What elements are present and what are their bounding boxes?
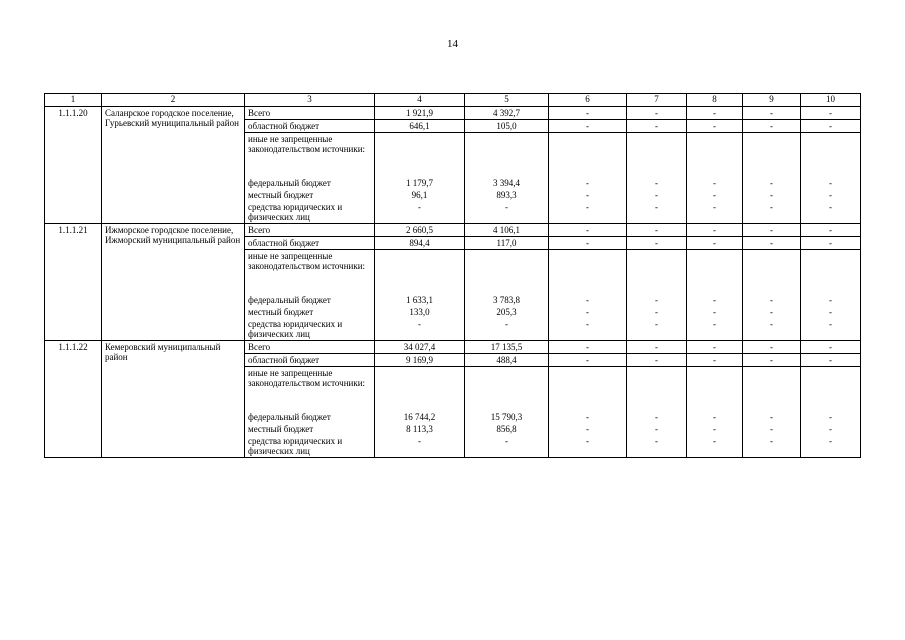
value-cell: [627, 250, 687, 295]
funding-source: иные не запрещенные законодательством источники:: [245, 250, 375, 295]
funding-source: Всего: [245, 341, 375, 354]
value-cell: -: [549, 341, 627, 354]
value-cell: -: [627, 201, 687, 224]
value-cell: 15 790,3: [465, 411, 549, 423]
value-cell: -: [549, 120, 627, 133]
value-cell: [465, 250, 549, 295]
value-cell: -: [549, 237, 627, 250]
funding-source: областной бюджет: [245, 237, 375, 250]
value-cell: 17 135,5: [465, 341, 549, 354]
value-cell: [375, 367, 465, 412]
value-cell: -: [801, 306, 861, 318]
budget-table: [44, 93, 861, 458]
table-row: [45, 107, 861, 120]
header-cell: 2: [102, 94, 245, 107]
value-cell: -: [743, 224, 801, 237]
funding-source: местный бюджет: [245, 189, 375, 201]
value-cell: -: [549, 435, 627, 458]
value-cell: -: [627, 294, 687, 306]
value-cell: 856,8: [465, 423, 549, 435]
value-cell: 1 921,9: [375, 107, 465, 120]
value-cell: [743, 250, 801, 295]
value-cell: -: [801, 354, 861, 367]
value-cell: -: [687, 177, 743, 189]
value-cell: 96,1: [375, 189, 465, 201]
value-cell: -: [627, 306, 687, 318]
funding-source: средства юридических и физических лиц: [245, 201, 375, 224]
value-cell: [549, 133, 627, 178]
value-cell: [687, 133, 743, 178]
value-cell: 8 113,3: [375, 423, 465, 435]
value-cell: -: [627, 224, 687, 237]
value-cell: 894,4: [375, 237, 465, 250]
value-cell: 4 106,1: [465, 224, 549, 237]
value-cell: -: [375, 318, 465, 341]
value-cell: 16 744,2: [375, 411, 465, 423]
value-cell: 3 783,8: [465, 294, 549, 306]
value-cell: 893,3: [465, 189, 549, 201]
funding-source: местный бюджет: [245, 306, 375, 318]
value-cell: -: [687, 189, 743, 201]
funding-source: иные не запрещенные законодательством источники:: [245, 367, 375, 412]
value-cell: -: [627, 341, 687, 354]
value-cell: -: [627, 318, 687, 341]
value-cell: -: [801, 294, 861, 306]
value-cell: -: [549, 201, 627, 224]
value-cell: -: [465, 201, 549, 224]
header-cell: 6: [549, 94, 627, 107]
funding-source: областной бюджет: [245, 120, 375, 133]
value-cell: -: [549, 177, 627, 189]
value-cell: -: [801, 120, 861, 133]
funding-source: средства юридических и физических лиц: [245, 435, 375, 458]
table-row: [45, 341, 861, 354]
value-cell: -: [465, 318, 549, 341]
table-row: [45, 224, 861, 237]
funding-source: федеральный бюджет: [245, 177, 375, 189]
value-cell: -: [801, 423, 861, 435]
header-cell: 4: [375, 94, 465, 107]
value-cell: [687, 367, 743, 412]
value-cell: -: [465, 435, 549, 458]
header-cell: 7: [627, 94, 687, 107]
value-cell: 117,0: [465, 237, 549, 250]
value-cell: -: [549, 107, 627, 120]
value-cell: -: [549, 294, 627, 306]
value-cell: 205,3: [465, 306, 549, 318]
row-code: 1.1.1.20: [45, 107, 102, 224]
value-cell: -: [549, 189, 627, 201]
value-cell: -: [687, 294, 743, 306]
value-cell: 1 633,1: [375, 294, 465, 306]
value-cell: [627, 133, 687, 178]
value-cell: -: [743, 237, 801, 250]
value-cell: -: [687, 120, 743, 133]
value-cell: -: [549, 306, 627, 318]
municipality-name: Кемеровский муниципальный район: [102, 341, 245, 458]
value-cell: -: [687, 423, 743, 435]
value-cell: -: [687, 224, 743, 237]
value-cell: 105,0: [465, 120, 549, 133]
value-cell: -: [801, 177, 861, 189]
value-cell: -: [801, 224, 861, 237]
value-cell: [801, 367, 861, 412]
value-cell: 34 027,4: [375, 341, 465, 354]
value-cell: -: [743, 354, 801, 367]
value-cell: -: [687, 318, 743, 341]
value-cell: -: [627, 411, 687, 423]
value-cell: [627, 367, 687, 412]
funding-source: иные не запрещенные законодательством источники:: [245, 133, 375, 178]
value-cell: [801, 133, 861, 178]
value-cell: -: [743, 318, 801, 341]
value-cell: -: [743, 189, 801, 201]
value-cell: -: [743, 294, 801, 306]
value-cell: -: [549, 318, 627, 341]
value-cell: -: [743, 435, 801, 458]
value-cell: 488,4: [465, 354, 549, 367]
value-cell: -: [743, 107, 801, 120]
value-cell: [465, 367, 549, 412]
funding-source: средства юридических и физических лиц: [245, 318, 375, 341]
header-cell: 1: [45, 94, 102, 107]
funding-source: областной бюджет: [245, 354, 375, 367]
value-cell: 9 169,9: [375, 354, 465, 367]
value-cell: -: [687, 411, 743, 423]
value-cell: -: [743, 177, 801, 189]
header-cell: 5: [465, 94, 549, 107]
value-cell: 133,0: [375, 306, 465, 318]
value-cell: -: [801, 435, 861, 458]
value-cell: -: [743, 120, 801, 133]
value-cell: -: [687, 435, 743, 458]
value-cell: -: [801, 237, 861, 250]
table-body: [45, 94, 861, 458]
value-cell: -: [549, 423, 627, 435]
municipality-name: Саланрское городское поселение, Гурьевский муниципальный район: [102, 107, 245, 224]
value-cell: -: [743, 423, 801, 435]
funding-source: местный бюджет: [245, 423, 375, 435]
value-cell: [687, 250, 743, 295]
value-cell: -: [549, 411, 627, 423]
funding-source: федеральный бюджет: [245, 411, 375, 423]
value-cell: -: [743, 201, 801, 224]
page-number: 14: [447, 38, 458, 50]
value-cell: -: [687, 107, 743, 120]
value-cell: -: [627, 435, 687, 458]
value-cell: -: [687, 237, 743, 250]
value-cell: [549, 250, 627, 295]
value-cell: -: [627, 189, 687, 201]
value-cell: -: [627, 177, 687, 189]
value-cell: -: [687, 201, 743, 224]
value-cell: [465, 133, 549, 178]
value-cell: -: [375, 201, 465, 224]
value-cell: 646,1: [375, 120, 465, 133]
value-cell: -: [743, 341, 801, 354]
value-cell: -: [801, 201, 861, 224]
value-cell: 2 660,5: [375, 224, 465, 237]
value-cell: -: [687, 306, 743, 318]
value-cell: -: [743, 306, 801, 318]
header-cell: 10: [801, 94, 861, 107]
value-cell: -: [627, 423, 687, 435]
value-cell: 1 179,7: [375, 177, 465, 189]
value-cell: -: [687, 354, 743, 367]
value-cell: [801, 250, 861, 295]
value-cell: -: [549, 224, 627, 237]
value-cell: -: [627, 120, 687, 133]
municipality-name: Ижморское городское поселение, Ижморский муниципальный район: [102, 224, 245, 341]
value-cell: 4 392,7: [465, 107, 549, 120]
value-cell: -: [627, 237, 687, 250]
funding-source: федеральный бюджет: [245, 294, 375, 306]
funding-source: Всего: [245, 224, 375, 237]
funding-source: Всего: [245, 107, 375, 120]
header-cell: 9: [743, 94, 801, 107]
value-cell: -: [801, 189, 861, 201]
header-row: [45, 94, 861, 107]
value-cell: -: [801, 318, 861, 341]
value-cell: [375, 250, 465, 295]
row-code: 1.1.1.22: [45, 341, 102, 458]
header-cell: 8: [687, 94, 743, 107]
value-cell: -: [627, 354, 687, 367]
value-cell: [743, 133, 801, 178]
value-cell: -: [687, 341, 743, 354]
value-cell: 3 394,4: [465, 177, 549, 189]
header-cell: 3: [245, 94, 375, 107]
value-cell: [743, 367, 801, 412]
row-code: 1.1.1.21: [45, 224, 102, 341]
value-cell: -: [743, 411, 801, 423]
value-cell: [549, 367, 627, 412]
value-cell: -: [375, 435, 465, 458]
value-cell: -: [627, 107, 687, 120]
value-cell: -: [801, 341, 861, 354]
value-cell: -: [801, 411, 861, 423]
value-cell: -: [549, 354, 627, 367]
value-cell: [375, 133, 465, 178]
value-cell: -: [801, 107, 861, 120]
